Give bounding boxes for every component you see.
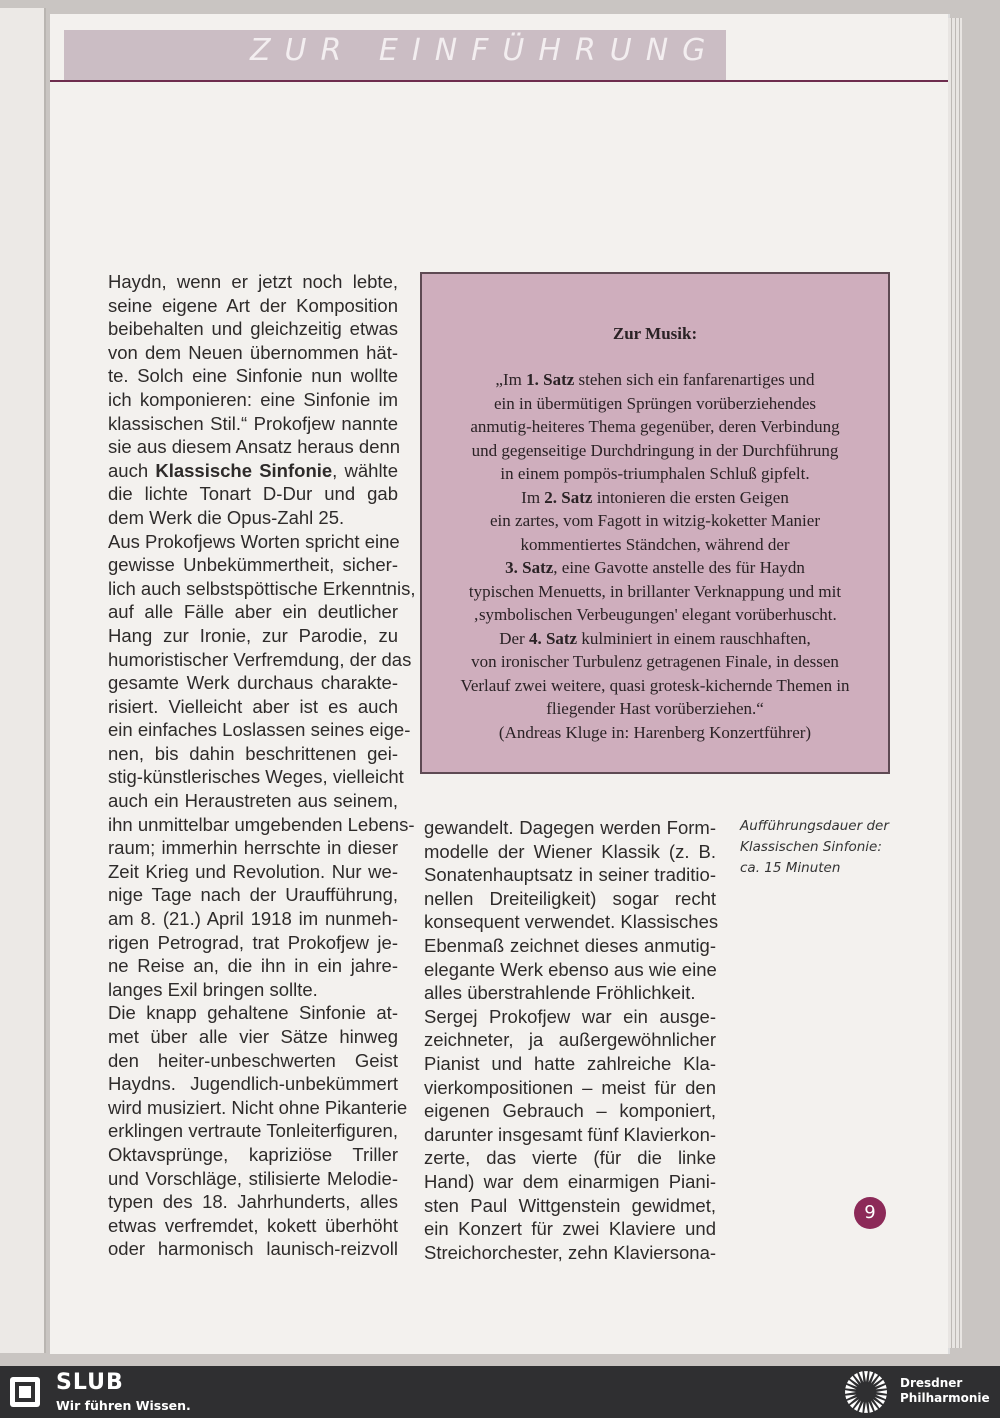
box-line [422,462,888,486]
text-line: stig-künstlerisches Weges, vielleicht [108,766,404,788]
text-line: darunter insgesamt fünf Klavierkon- [424,1123,717,1145]
text-line: rigen Petrograd, trat Prokofjew je- [108,931,398,953]
philharmonie-logo-icon [844,1370,888,1414]
text-fragment: auch [108,459,156,481]
text-line: Sergej Prokofjew war ein ausge- [424,1005,716,1027]
text-line: und Vorschläge, stilisierte Melodie- [108,1167,398,1189]
text-line: erklingen vertraute Tonleiterfiguren, [108,1120,398,1142]
text-line: Haydns. Jugendlich-unbekümmert [108,1073,398,1095]
box-line [422,509,888,533]
page-number-badge: 9 [854,1197,886,1229]
slub-tagline: Wir führen Wissen. [56,1398,191,1413]
header-rule [50,80,948,82]
box-line [422,603,888,627]
box-line [422,533,888,557]
page-stack-edge [948,18,962,1348]
text-line: vierkompositionen – meist für den [424,1076,716,1098]
box-fragment: kommentiertes Ständchen, während der [520,534,790,554]
text-line: wird musiziert. Nicht ohne Pikanterie [108,1096,408,1118]
bold-work-title: Klassische Sinfonie [155,459,333,481]
box-line [422,439,888,463]
zur-musik-box [420,272,890,774]
movement-label: 1. Satz [526,370,575,389]
text-line: Aus Prokofjews Worten spricht eine [108,530,400,552]
text-line: Die knapp gehaltene Sinfonie at- [108,1002,398,1024]
philharmonie-line-2: Philharmonie [900,1391,990,1405]
text-line: auch ein Heraustreten aus seinem, [108,790,398,812]
box-line [422,486,888,510]
box-line [422,580,888,604]
box-fragment: intonieren die ersten Geigen [592,487,789,507]
text-line: Streichorchester, zehn Klaviersona- [424,1241,717,1263]
text-line: konsequent verwendet. Klassisches [424,911,719,933]
box-fragment: fliegender Hast vorüberziehen.“ [546,699,764,718]
left-text-column [108,270,416,1261]
box-fragment: „Im [495,370,527,389]
box-line [422,415,888,439]
caption-line: ca. 15 Minuten [740,860,841,876]
box-fragment: stehen sich ein fanfarenartiges und [574,370,815,389]
text-line: nen, bis dahin beschrittenen gei- [108,742,398,764]
text-line: nige Tage nach der Uraufführung, [108,884,398,906]
text-line: sten Paul Wittgenstein gewidmet, [424,1194,716,1216]
caption-line: Aufführungsdauer der [740,818,889,834]
box-fragment: in einem pompös-triumphalen Schluß gipfelt. [500,464,810,483]
text-line: modelle der Wiener Klassik (z. B. [424,840,716,862]
logo-ray [876,1390,887,1394]
text-line [108,459,398,483]
text-line: etwas verfremdet, kokett überhöht [108,1214,398,1236]
box-quote [422,368,888,744]
footer-bar [0,1366,1000,1418]
text-line: typen des 18. Jahrhunderts, alles [108,1191,398,1213]
box-line [422,556,888,580]
box-fragment: ein in übermütigen Sprüngen vorüberziehendes [494,393,816,413]
box-fragment: (Andreas Kluge in: Harenberg Konzertführer) [498,722,812,742]
text-line: gewisse Unbekümmertheit, sicher- [108,554,398,576]
text-line: ein Konzert für zwei Klaviere und [424,1218,716,1240]
caption-line: Klassischen Sinfonie: [740,839,882,855]
text-line: am 8. (21.) April 1918 im nunmeh- [108,908,398,930]
box-fragment: anmutig-heiteres Thema gegenüber, deren Verbindung [470,417,840,436]
box-fragment: Der [499,628,529,648]
box-fragment: und gegenseitige Durchdringung in der Durchführung [471,440,839,460]
text-line: Zeit Krieg und Revolution. Nur we- [108,860,398,882]
box-line [422,674,888,698]
box-fragment: typischen Menuetts, in brillanter Verknappung und mit [468,581,842,601]
text-line: Sonatenhauptsatz in seiner traditio- [424,864,716,886]
box-line [422,368,888,392]
philharmonie-line-1: Dresdner [900,1376,963,1390]
box-line [422,721,888,745]
logo-ray [864,1402,868,1413]
text-line: te. Solch eine Sinfonie nun wollte [108,365,398,387]
text-line: gewandelt. Dagegen werden Form- [424,817,716,838]
text-line: langes Exil bringen sollte. [108,978,318,1000]
text-line: die lichte Tonart D-Dur und gab [108,483,398,505]
box-fragment: kulminiert in einem rauschhaften, [577,628,811,648]
text-line: ich komponieren: eine Sinfonie im [108,388,398,410]
text-line: Ebenmaß zeichnet dieses anmutig- [424,934,716,956]
text-line: nellen Dreiteiligkeit) sogar recht [424,887,716,909]
logo-ray [864,1371,868,1382]
text-line: seine eigene Art der Komposition [108,294,398,316]
box-fragment: von ironischer Turbulenz getragenen Finale, in dessen [471,652,839,671]
text-line: oder harmonisch launisch-reizvoll [108,1238,398,1260]
slub-title: SLUB [56,1370,124,1395]
box-fragment: ‚symbolischen Verbeugungen' elegant vorüberhuscht. [473,605,837,624]
text-line: Pianist und hatte zahlreiche Kla- [424,1052,716,1074]
text-line: auf alle Fälle aber ein deutlicher [108,601,398,623]
text-line: ne Reise an, die ihn in ein jahre- [108,955,398,977]
philharmonie-name [900,1376,990,1406]
text-line: den heiter-unbeschwerten Geist [108,1049,398,1071]
text-line: dem Werk die Opus-Zahl 25. [108,506,345,528]
text-line: met über alle vier Sätze hinweg [108,1026,398,1047]
movement-label: 3. Satz [505,558,554,577]
right-text-column [424,816,719,1264]
text-line: Oktavsprünge, kapriziöse Triller [108,1143,398,1165]
text-line: lich auch selbstspöttische Erkenntnis, [108,577,416,599]
box-fragment: , eine Gavotte anstelle des für Haydn [553,558,805,577]
text-line: eigenen Gebrauch – komponiert, [424,1100,716,1122]
performance-duration-caption [740,816,889,879]
box-fragment: Im [521,487,545,507]
text-line: ein einfaches Loslassen seines eige- [108,719,411,741]
text-line: zeichneter, ja außergewöhnlicher [424,1029,716,1051]
text-line: raum; immerhin herrschte in dieser [108,837,398,859]
text-line: zerte, das vierte (für die linke [424,1147,716,1169]
text-line: Hang zur Ironie, zur Parodie, zu [108,624,398,646]
text-line: von dem Neuen übernommen hät- [108,341,398,363]
previous-page-edge [0,8,46,1353]
slub-logo-icon [10,1377,40,1407]
text-line: Haydn, wenn er jetzt noch lebte, [108,271,398,292]
text-line: beibehalten und gleichzeitig etwas [108,318,398,340]
section-title: ZUR EINFÜHRUNG [250,33,720,68]
box-fragment: Verlauf zwei weitere, quasi grotesk-kichernde Themen in [460,675,850,695]
text-fragment: , wählte [332,459,398,481]
box-title: Zur Musik: [612,324,698,343]
text-line: ihn unmittelbar umgebenden Lebens- [108,813,415,835]
box-line [422,627,888,651]
text-line: humoristischer Verfremdung, der das [108,648,412,670]
box-line [422,392,888,416]
text-line: Hand) war dem einarmigen Piani- [424,1170,716,1192]
logo-ray [845,1390,856,1394]
box-fragment: ein zartes, vom Fagott in witzig-koketter Manier [490,511,820,530]
movement-label: 4. Satz [528,628,578,648]
text-line: risiert. Vielleicht aber ist es auch [108,695,398,717]
box-line [422,650,888,674]
text-line: alles überstrahlende Fröhlichkeit. [424,982,696,1004]
movement-label: 2. Satz [544,487,593,507]
box-line [422,697,888,721]
text-line: elegante Werk ebenso aus wie eine [424,958,717,980]
text-line: sie aus diesem Ansatz heraus denn [108,436,401,458]
text-line: gesamte Werk durchaus charakte- [108,672,398,694]
text-line: klassischen Stil.“ Prokofjew nannte [108,412,398,434]
